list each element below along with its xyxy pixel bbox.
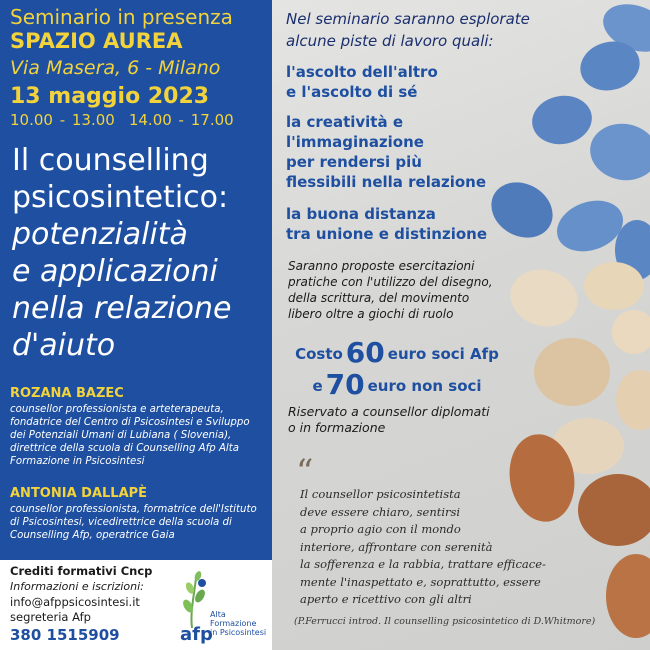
title-line: nella relazione bbox=[12, 291, 232, 326]
venue-name: SPAZIO AUREA bbox=[10, 29, 183, 53]
title-line: potenzialità bbox=[12, 217, 188, 252]
cost-prefix: Costo bbox=[295, 345, 343, 363]
quote-line: aperto e ricettivo con gli altri bbox=[300, 592, 472, 606]
blue-stone bbox=[586, 119, 650, 186]
cost-members bbox=[272, 336, 522, 369]
quote-line: mente l'inaspettato e, soprattutto, essere bbox=[300, 574, 541, 589]
reserved-line: o in formazione bbox=[288, 420, 386, 435]
title-line: Il counselling bbox=[12, 143, 209, 178]
speaker-name: ROZANA BAZEC bbox=[10, 386, 124, 401]
intro-text bbox=[286, 8, 530, 52]
quote-line: a proprio agio con il mondo bbox=[300, 522, 461, 536]
speaker-bio: counsellor professionista, formatrice dell'Istituto di Psicosintesi, vicedirettrice della scuola di Counselling Afp, operatrice Gaia bbox=[10, 504, 257, 541]
morning-time: 10.00 - 13.00 bbox=[10, 111, 115, 129]
cost-nonmembers bbox=[272, 368, 522, 401]
beige-stone bbox=[612, 310, 650, 354]
exercises-line: Saranno proposte esercitazioni bbox=[288, 259, 475, 273]
topic-line: l'immaginazione bbox=[286, 133, 424, 151]
contact-email[interactable]: info@afppsicosintesi.it bbox=[10, 595, 140, 609]
credits-label: Crediti formativi Cncp bbox=[10, 564, 153, 578]
topic-line: l'ascolto dell'altro bbox=[286, 63, 438, 81]
quote-line: deve essere chiaro, sentirsi bbox=[300, 504, 461, 519]
quote-line: la sofferenza e la rabbia, trattare efficace- bbox=[300, 557, 546, 571]
topic-line: e l'ascolto di sé bbox=[286, 83, 418, 101]
logo-text-line: Alta Formazione bbox=[210, 610, 257, 628]
exercises-line: della scrittura, del movimento bbox=[288, 291, 470, 305]
beige-stone bbox=[534, 338, 610, 406]
speaker-bio: counsellor professionista e arteterapeuta, fondatrice del Centro di Psicosintesi e Sviluppo dei Potenziali Umani di Lubiana ( Slovenia), direttrice della scuola di Counselling Afp Alta Formazione in Psicosintesi bbox=[10, 404, 250, 467]
topic-line: flessibili nella relazione bbox=[286, 173, 487, 191]
quote-citation: (P.Ferrucci introd. Il counselling psicosintetico di D.Whitmore) bbox=[294, 616, 596, 627]
seminar-type: Seminario in presenza bbox=[10, 5, 233, 29]
secretariat-label: segreteria Afp bbox=[10, 610, 91, 624]
event-date: 13 maggio 2023 bbox=[10, 84, 210, 109]
exercises-line: libero oltre a giochi di ruolo bbox=[288, 307, 454, 321]
reserved-text bbox=[288, 404, 490, 436]
title-line: psicosintetico: bbox=[12, 180, 229, 215]
quote-text bbox=[300, 486, 546, 609]
topic-line: tra unione e distinzione bbox=[286, 225, 488, 243]
title-line: d'aiuto bbox=[12, 328, 116, 363]
topic-item bbox=[286, 62, 438, 102]
logo-text-line: in Psicosintesi bbox=[210, 628, 267, 637]
quote-line: interiore, affrontare con serenità bbox=[300, 539, 493, 554]
contact-phone[interactable]: 380 1515909 bbox=[10, 626, 120, 644]
topic-line: per rendersi più bbox=[286, 153, 422, 171]
intro-line: Nel seminario saranno esplorate bbox=[286, 10, 530, 28]
brown-stone bbox=[578, 474, 650, 546]
seminar-title bbox=[12, 142, 231, 364]
brown-stone bbox=[606, 554, 650, 638]
cost-members-amount: 60 bbox=[345, 336, 385, 369]
topic-line: la creatività e bbox=[286, 113, 403, 131]
cost-members-text: euro soci Afp bbox=[387, 345, 499, 363]
exercises-line: pratiche con l'utilizzo del disegno, bbox=[288, 275, 493, 289]
beige-stone bbox=[504, 262, 584, 334]
topic-line: la buona distanza bbox=[286, 205, 436, 223]
exercises-text bbox=[288, 258, 493, 322]
cost-nonmembers-text: euro non soci bbox=[367, 377, 482, 395]
blue-stone bbox=[481, 171, 562, 248]
logo-mark: afp bbox=[180, 624, 213, 645]
blue-stone bbox=[528, 91, 595, 149]
reserved-line: Riservato a counsellor diplomati bbox=[288, 404, 490, 419]
afternoon-time: 14.00 - 17.00 bbox=[128, 111, 234, 129]
topic-item bbox=[286, 204, 487, 244]
quote-line: Il counsellor psicosintetista bbox=[300, 487, 461, 501]
beige-stone bbox=[584, 262, 644, 310]
speaker-name: ANTONIA DALLAPÈ bbox=[10, 486, 148, 501]
cost-nonmembers-amount: 70 bbox=[325, 368, 365, 401]
logo-text bbox=[210, 610, 270, 637]
info-label: Informazioni e iscrizioni: bbox=[10, 580, 144, 593]
topic-item bbox=[286, 112, 486, 192]
cost-nonmembers-prefix: e bbox=[312, 377, 323, 395]
beige-stone bbox=[616, 370, 650, 430]
intro-line: alcune piste di lavoro quali: bbox=[286, 32, 494, 50]
event-times bbox=[10, 111, 234, 129]
venue-address: Via Masera, 6 - Milano bbox=[10, 57, 221, 79]
afp-logo bbox=[170, 566, 270, 646]
title-line: e applicazioni bbox=[12, 254, 218, 289]
quote-mark-icon: “ bbox=[296, 452, 314, 492]
